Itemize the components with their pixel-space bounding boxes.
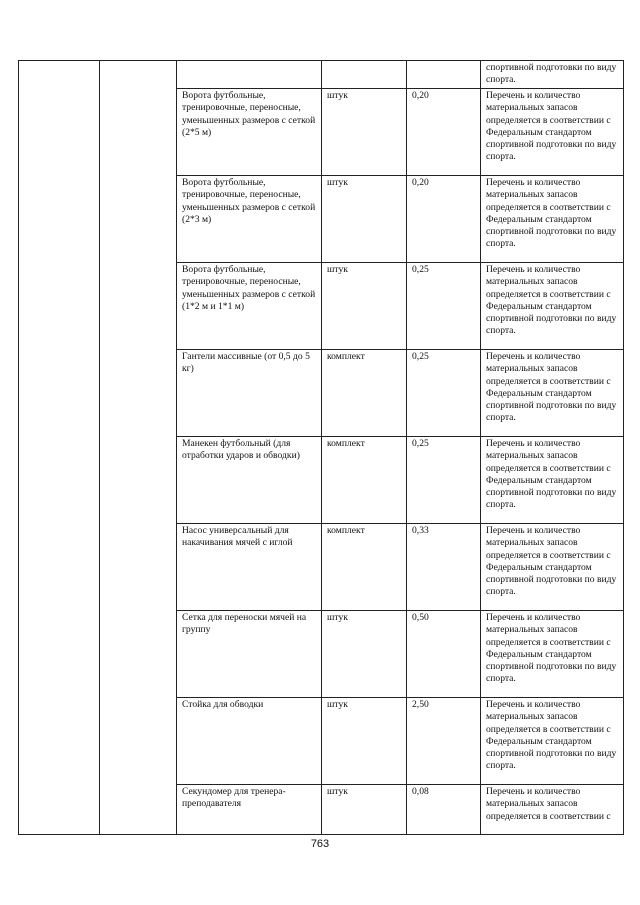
cell-note: Перечень и количество материальных запасов определяется в соответствии с Федеральным стандартом спортивной подготовки по виду спорта. <box>481 176 624 263</box>
cell-qty: 0,20 <box>407 89 481 176</box>
cell-name: Секундомер для тренера-преподавателя <box>177 785 322 835</box>
cell-note: Перечень и количество материальных запасов определяется в соответствии с Федеральным стандартом спортивной подготовки по виду спорта. <box>481 263 624 350</box>
cell-qty <box>407 61 481 89</box>
page-number: 763 <box>310 838 330 850</box>
cell-qty: 0,50 <box>407 611 481 698</box>
cell-qty: 0,25 <box>407 263 481 350</box>
cell-qty: 0,20 <box>407 176 481 263</box>
cell-name: Стойка для обводки <box>177 698 322 785</box>
cell-unit: штук <box>322 698 407 785</box>
cell-qty: 0,25 <box>407 350 481 437</box>
cell-unit: штук <box>322 785 407 835</box>
cell-qty: 0,33 <box>407 524 481 611</box>
table-row-continued <box>19 61 624 89</box>
cell-name: Ворота футбольные, тренировочные, переносные, уменьшенных размеров с сеткой (2*3 м) <box>177 176 322 263</box>
cell-note: Перечень и количество материальных запасов определяется в соответствии с Федеральным стандартом спортивной подготовки по виду спорта. <box>481 611 624 698</box>
cell-qty: 0,08 <box>407 785 481 835</box>
cell-qty: 0,25 <box>407 437 481 524</box>
cell-name: Сетка для переноски мячей на группу <box>177 611 322 698</box>
cell-note: Перечень и количество материальных запасов определяется в соответствии с Федеральным стандартом спортивной подготовки по виду спорта. <box>481 350 624 437</box>
cell-name: Ворота футбольные, тренировочные, переносные, уменьшенных размеров с сеткой (2*5 м) <box>177 89 322 176</box>
cell-name: Манекен футбольный (для отработки ударов и обводки) <box>177 437 322 524</box>
cell-name: Гантели массивные (от 0,5 до 5 кг) <box>177 350 322 437</box>
merged-cell-col2 <box>100 61 177 835</box>
cell-name <box>177 61 322 89</box>
cell-unit: штук <box>322 611 407 698</box>
cell-note: Перечень и количество материальных запасов определяется в соответствии с Федеральным стандартом спортивной подготовки по виду спорта. <box>481 437 624 524</box>
cell-note: Перечень и количество материальных запасов определяется в соответствии с Федеральным стандартом спортивной подготовки по виду спорта. <box>481 524 624 611</box>
cell-note: Перечень и количество материальных запасов определяется в соответствии с <box>481 785 624 835</box>
cell-unit: комплект <box>322 524 407 611</box>
cell-name: Насос универсальный для накачивания мячей с иглой <box>177 524 322 611</box>
cell-unit: комплект <box>322 437 407 524</box>
merged-cell-col1 <box>19 61 100 835</box>
cell-qty: 2,50 <box>407 698 481 785</box>
cell-unit: штук <box>322 176 407 263</box>
cell-unit: штук <box>322 89 407 176</box>
cell-note: Перечень и количество материальных запасов определяется в соответствии с Федеральным стандартом спортивной подготовки по виду спорта. <box>481 698 624 785</box>
cell-unit: комплект <box>322 350 407 437</box>
cell-note: спортивной подготовки по виду спорта. <box>481 61 624 89</box>
cell-note: Перечень и количество материальных запасов определяется в соответствии с Федеральным стандартом спортивной подготовки по виду спорта. <box>481 89 624 176</box>
cell-unit <box>322 61 407 89</box>
cell-unit: штук <box>322 263 407 350</box>
cell-name: Ворота футбольные, тренировочные, переносные, уменьшенных размеров с сеткой (1*2 м и 1*1 м) <box>177 263 322 350</box>
equipment-table <box>18 60 624 835</box>
